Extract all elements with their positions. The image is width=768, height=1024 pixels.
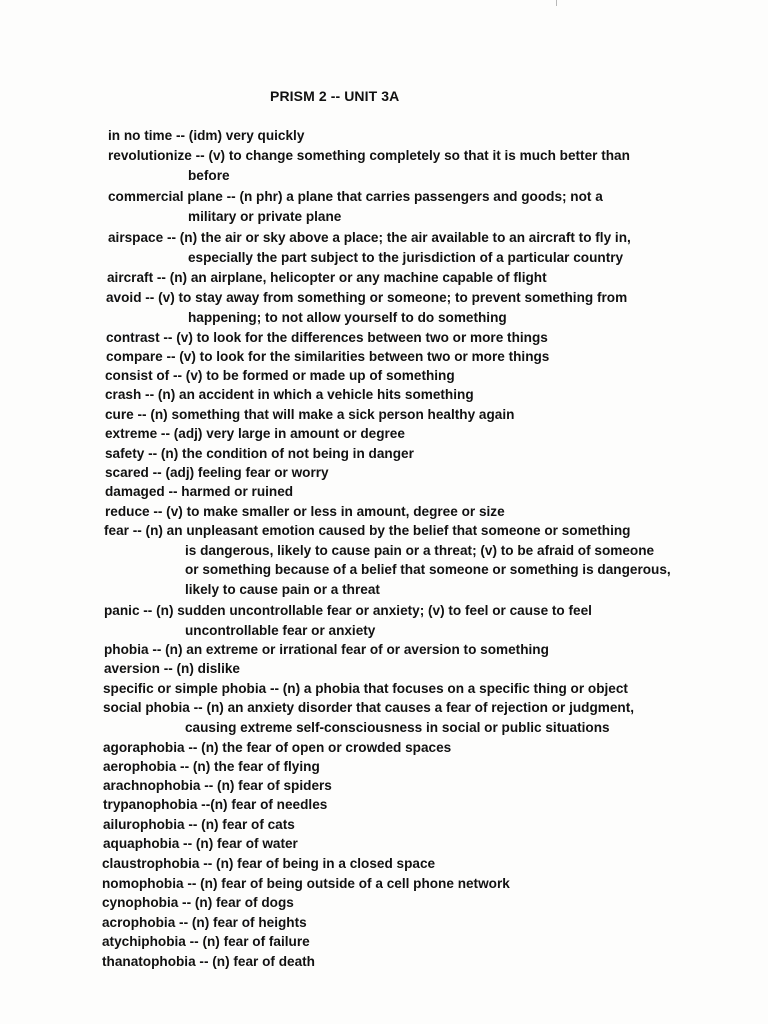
scan-edge-mark — [556, 0, 557, 6]
entry-term-line: arachnophobia -- (n) fear of spiders — [103, 778, 332, 793]
vocabulary-entry — [106, 347, 549, 367]
entry-continuation-line: likely to cause pain or a threat — [185, 581, 380, 597]
entry-term-line: thanatophobia -- (n) fear of death — [102, 954, 315, 969]
entry-term-line: panic -- (n) sudden uncontrollable fear or anxiety; (v) to feel or cause to feel — [104, 603, 592, 618]
vocabulary-entry — [105, 366, 455, 386]
entry-term-line: aversion -- (n) dislike — [104, 661, 240, 676]
vocabulary-entry — [102, 854, 435, 874]
entry-term-line: compare -- (v) to look for the similarities between two or more things — [106, 349, 550, 364]
vocabulary-entry — [108, 126, 304, 146]
vocabulary-entry — [105, 502, 505, 522]
page-title: PRISM 2 -- UNIT 3A — [270, 88, 400, 104]
entry-continuation-line: happening; to not allow yourself to do something — [188, 309, 507, 325]
vocabulary-entry — [103, 698, 634, 737]
entry-term-line: claustrophobia -- (n) fear of being in a closed space — [102, 856, 436, 871]
vocabulary-entry — [107, 268, 547, 288]
entry-term-line: aquaphobia -- (n) fear of water — [103, 836, 298, 851]
vocabulary-entry — [103, 815, 295, 835]
entry-term-line: cynophobia -- (n) fear of dogs — [102, 895, 294, 910]
entry-term-line: social phobia -- (n) an anxiety disorder that causes a fear of rejection or judgment, — [103, 700, 635, 715]
entry-term-line: consist of -- (v) to be formed or made up of something — [105, 368, 455, 383]
vocabulary-entry — [105, 405, 514, 425]
vocabulary-entry — [103, 757, 320, 777]
entry-term-line: reduce -- (v) to make smaller or less in amount, degree or size — [105, 504, 505, 519]
vocabulary-entry — [108, 146, 630, 185]
vocabulary-entry — [105, 424, 405, 444]
entry-term-line: aircraft -- (n) an airplane, helicopter or any machine capable of flight — [107, 270, 547, 285]
vocabulary-entry — [102, 913, 307, 933]
entry-continuation-line: or something because of a belief that someone or something is dangerous, — [185, 562, 671, 577]
vocabulary-entry — [103, 776, 332, 796]
vocabulary-entry — [102, 893, 294, 913]
entry-continuation-line: is dangerous, likely to cause pain or a threat; (v) to be afraid of someone — [185, 542, 655, 558]
entry-term-line: trypanophobia --(n) fear of needles — [103, 797, 328, 812]
entry-term-line: cure -- (n) something that will make a sick person healthy again — [105, 407, 515, 422]
vocabulary-entry — [103, 795, 327, 815]
entry-term-line: phobia -- (n) an extreme or irrational fear of or aversion to something — [104, 642, 549, 657]
entry-term-line: specific or simple phobia -- (n) a phobia that focuses on a specific thing or object — [103, 681, 628, 696]
entry-term-line: atychiphobia -- (n) fear of failure — [102, 934, 310, 949]
vocabulary-entry — [104, 601, 592, 640]
entry-term-line: ailurophobia -- (n) fear of cats — [103, 817, 295, 832]
entry-continuation-line: causing extreme self-consciousness in social or public situations — [185, 719, 610, 735]
entry-term-line: scared -- (adj) feeling fear or worry — [105, 465, 329, 480]
entry-term-line: in no time -- (idm) very quickly — [108, 128, 305, 143]
vocabulary-entry — [104, 640, 549, 660]
vocabulary-entry — [104, 521, 671, 599]
entry-term-line: acrophobia -- (n) fear of heights — [102, 915, 307, 930]
vocabulary-entry — [105, 385, 474, 405]
entry-term-line: crash -- (n) an accident in which a vehicle hits something — [105, 387, 474, 402]
vocabulary-entry — [105, 444, 414, 464]
vocabulary-entry — [102, 952, 315, 972]
entry-continuation-line: especially the part subject to the jurisdiction of a particular country — [188, 249, 624, 265]
vocabulary-entry — [103, 834, 298, 854]
vocabulary-entry — [106, 328, 548, 348]
vocabulary-entry — [102, 874, 510, 894]
vocabulary-entry — [108, 187, 603, 226]
entry-term-line: aerophobia -- (n) the fear of flying — [103, 759, 320, 774]
vocabulary-entry — [108, 228, 631, 267]
vocabulary-entry — [105, 463, 329, 483]
entry-term-line: damaged -- harmed or ruined — [105, 484, 294, 499]
entry-term-line: airspace -- (n) the air or sky above a place; the air available to an aircraft to fly in, — [108, 230, 631, 245]
entry-term-line: commercial plane -- (n phr) a plane that carries passengers and goods; not a — [108, 189, 603, 204]
vocabulary-entry — [102, 932, 310, 952]
vocabulary-entry — [103, 679, 628, 699]
entry-continuation-line: before — [188, 167, 230, 183]
entry-term-line: nomophobia -- (n) fear of being outside of a cell phone network — [102, 876, 510, 891]
vocabulary-entry — [103, 738, 451, 758]
entry-term-line: contrast -- (v) to look for the differences between two or more things — [106, 330, 548, 345]
entry-continuation-line: uncontrollable fear or anxiety — [185, 622, 376, 638]
entry-term-line: safety -- (n) the condition of not being in danger — [105, 446, 414, 461]
entry-term-line: avoid -- (v) to stay away from something or someone; to prevent something from — [106, 290, 628, 305]
entry-term-line: fear -- (n) an unpleasant emotion caused by the belief that someone or something — [104, 523, 631, 538]
entry-continuation-line: military or private plane — [188, 208, 342, 224]
vocabulary-entry — [104, 659, 240, 679]
entry-term-line: extreme -- (adj) very large in amount or degree — [105, 426, 405, 441]
vocabulary-entry — [105, 482, 293, 502]
entry-term-line: revolutionize -- (v) to change something completely so that it is much better than — [108, 148, 630, 163]
vocabulary-entry — [106, 288, 627, 327]
entry-term-line: agoraphobia -- (n) the fear of open or crowded spaces — [103, 740, 452, 755]
